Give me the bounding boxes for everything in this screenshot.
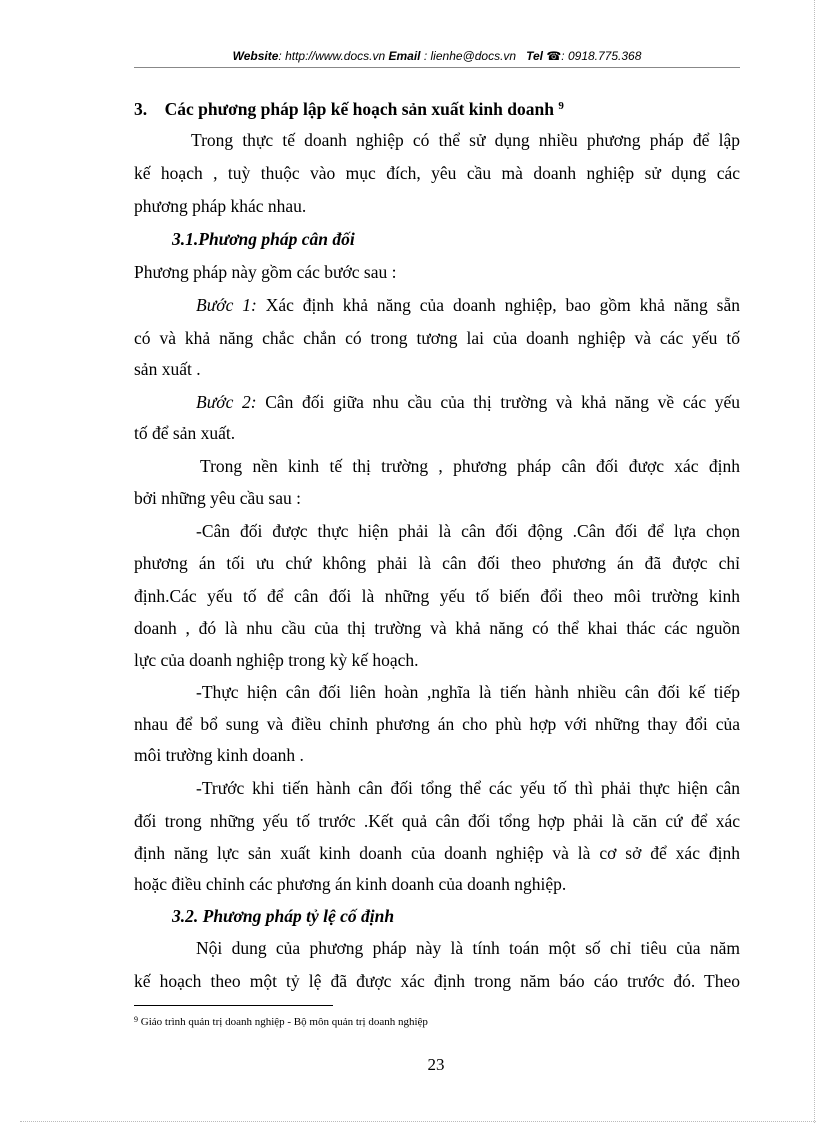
- bullet3-line: đối trong những yếu tố trước .Kết quả cân đối tổng hợp phải là căn cứ để xác: [134, 811, 740, 831]
- step2-label: Bước 2:: [196, 392, 257, 412]
- intro-line: kế hoạch , tuỳ thuộc vào mục đích, yêu cầu mà doanh nghiệp sử dụng các: [134, 163, 740, 183]
- steps-intro: Phương pháp này gồm các bước sau :: [134, 262, 397, 282]
- page-number: 23: [427, 1055, 445, 1074]
- para-32-line: kế hoạch theo một tỷ lệ đã được xác định trong năm báo cáo trước đó. Theo: [134, 971, 740, 991]
- bullet2-line: -Thực hiện cân đối liên hoàn ,nghĩa là tiến hành nhiều cân đối kế tiếp: [196, 682, 740, 702]
- website-value: : http://www.docs.vn: [278, 49, 386, 63]
- step1-line: [134, 293, 740, 317]
- step2-line: [134, 390, 740, 414]
- tel-value: : 0918.775.368: [561, 49, 642, 63]
- intro-line: Trong thực tế doanh nghiệp có thể sử dụng nhiều phương pháp để lập: [191, 130, 740, 150]
- intro-line: phương pháp khác nhau.: [134, 196, 307, 216]
- phone-icon: ☎: [546, 49, 562, 63]
- bullet1-line: lực của doanh nghiệp trong kỳ kế hoạch.: [134, 650, 419, 670]
- bullet1-line: doanh , đó là nhu cầu của thị trường và khả năng có thể khai thác các nguồn: [134, 618, 740, 638]
- bullet3-line: định năng lực sản xuất kinh doanh của doanh nghiệp và là cơ sở để xác định: [134, 843, 740, 863]
- footnote: [134, 1012, 428, 1030]
- para-32-line: Nội dung của phương pháp này là tính toán một số chỉ tiêu của năm: [196, 938, 740, 958]
- bullet2-line: nhau để bổ sung và điều chỉnh phương án cho phù hợp với những thay đổi của: [134, 714, 740, 734]
- requirements-line: Trong nền kinh tế thị trường , phương pháp cân đối được xác định: [200, 456, 740, 476]
- header-rule: [134, 67, 740, 68]
- bullet1-line: -Cân đối được thực hiện phải là cân đối động .Cân đối để lựa chọn: [196, 521, 740, 541]
- subsection-heading-3-2: 3.2. Phương pháp tỷ lệ cố định: [172, 906, 395, 926]
- page-header: [134, 46, 740, 66]
- bullet2-line: môi trường kinh doanh .: [134, 745, 304, 765]
- step2-line: tố để sản xuất.: [134, 423, 236, 443]
- step1-label: Bước 1:: [196, 295, 257, 315]
- page-edge-right: [814, 0, 815, 1123]
- email-label: Email: [388, 49, 421, 63]
- bullet1-line: phương án tối ưu chứ không phải là cân đối theo phương án đã được chỉ: [134, 553, 740, 573]
- bullet1-line: định.Các yếu tố để cân đối là những yếu tố biến đổi theo môi trường kinh: [134, 586, 740, 606]
- bullet3-line: -Trước khi tiến hành cân đối tổng thể các yếu tố thì phải thực hiện cân: [196, 778, 740, 798]
- requirements-line: bởi những yêu cầu sau :: [134, 488, 301, 508]
- footnote-number: 9: [134, 1015, 138, 1024]
- page-edge-bottom: [20, 1121, 816, 1122]
- email-value: : lienhe@docs.vn: [423, 49, 517, 63]
- step1-line: có và khả năng chắc chắn có trong tương lai của doanh nghiệp và các yếu tố: [134, 328, 740, 348]
- step1-line: sản xuất .: [134, 359, 201, 379]
- footnote-separator: [134, 1005, 333, 1006]
- bullet3-line: hoặc điều chỉnh các phương án kinh doanh của doanh nghiệp.: [134, 874, 567, 894]
- step2-text: Cân đối giữa nhu cầu của thị trường và khả năng về các yếu: [256, 392, 740, 412]
- footnote-ref: 9: [558, 100, 564, 112]
- tel-label: Tel: [526, 49, 543, 63]
- website-label: Website: [232, 49, 279, 63]
- subsection-heading-3-1: 3.1.Phương pháp cân đối: [172, 229, 355, 249]
- step1-text: Xác định khả năng của doanh nghiệp, bao gồm khả năng sẵn: [256, 295, 741, 315]
- section-heading: [134, 94, 740, 121]
- footnote-text: Giáo trình quản trị doanh nghiệp - Bộ môn quản trị doanh nghiệp: [138, 1016, 428, 1028]
- section-title: Các phương pháp lập kế hoạch sản xuất kinh doanh: [164, 99, 554, 119]
- section-number: 3.: [134, 99, 148, 119]
